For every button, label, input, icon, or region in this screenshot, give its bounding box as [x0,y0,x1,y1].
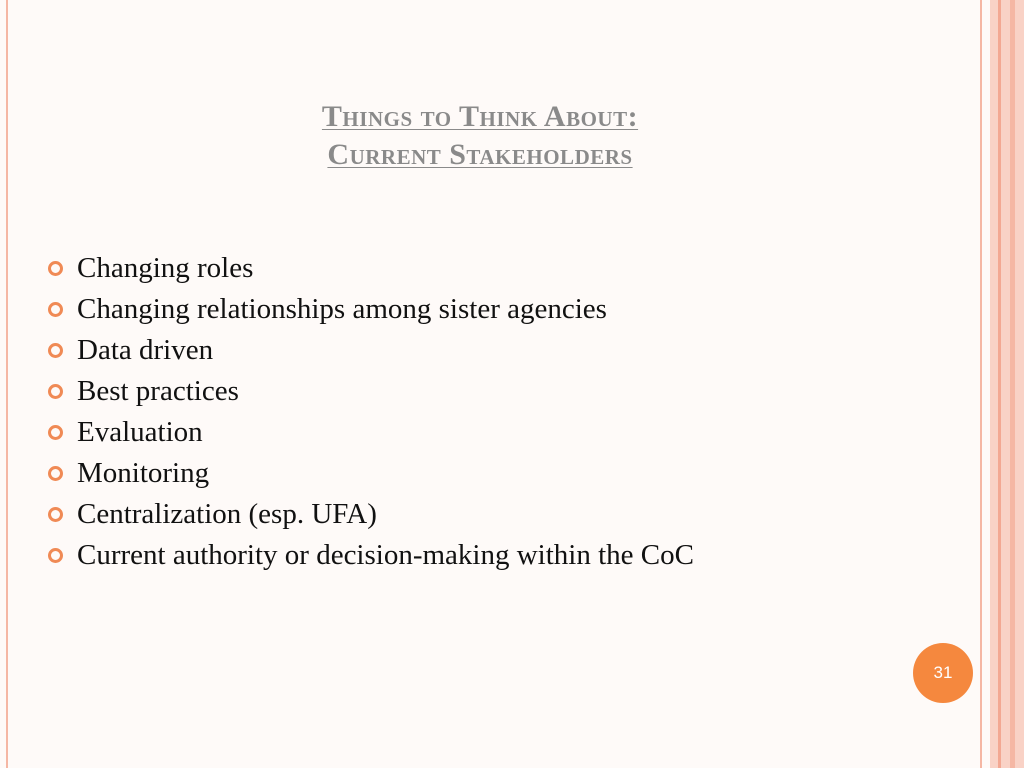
bullet-icon [48,384,63,399]
bullet-text: Best practices [77,375,239,407]
bullet-icon [48,343,63,358]
frame-right-line [998,0,1001,768]
list-item [48,453,694,494]
bullet-icon [48,548,63,563]
page-number: 31 [933,663,953,682]
list-item [48,248,694,289]
frame-right-line [980,0,982,768]
bullet-icon [48,425,63,440]
list-item [48,494,694,535]
bullet-text: Evaluation [77,416,203,448]
bullet-text: Centralization (esp. UFA) [77,498,377,530]
bullet-text: Changing relationships among sister agencies [77,293,607,325]
bullet-icon [48,507,63,522]
list-item [48,330,694,371]
bullet-text: Current authority or decision-making within the CoC [77,539,694,571]
list-item [48,535,694,576]
bullet-text: Data driven [77,334,214,366]
frame-right-line [1010,0,1015,768]
bullet-icon [48,302,63,317]
bullet-text: Changing roles [77,252,254,284]
frame-left-line [6,0,8,768]
list-item [48,289,694,330]
frame-right-band [990,0,1024,768]
list-item [48,371,694,412]
page-number-badge [913,643,973,703]
slide-title-line: Things to Think About: [321,100,639,133]
bullet-icon [48,466,63,481]
slide-title [180,98,780,174]
bullet-icon [48,261,63,276]
slide-title-line: Current Stakeholders [327,138,633,171]
bullet-text: Monitoring [77,457,210,489]
bullet-list [48,248,694,576]
list-item [48,412,694,453]
